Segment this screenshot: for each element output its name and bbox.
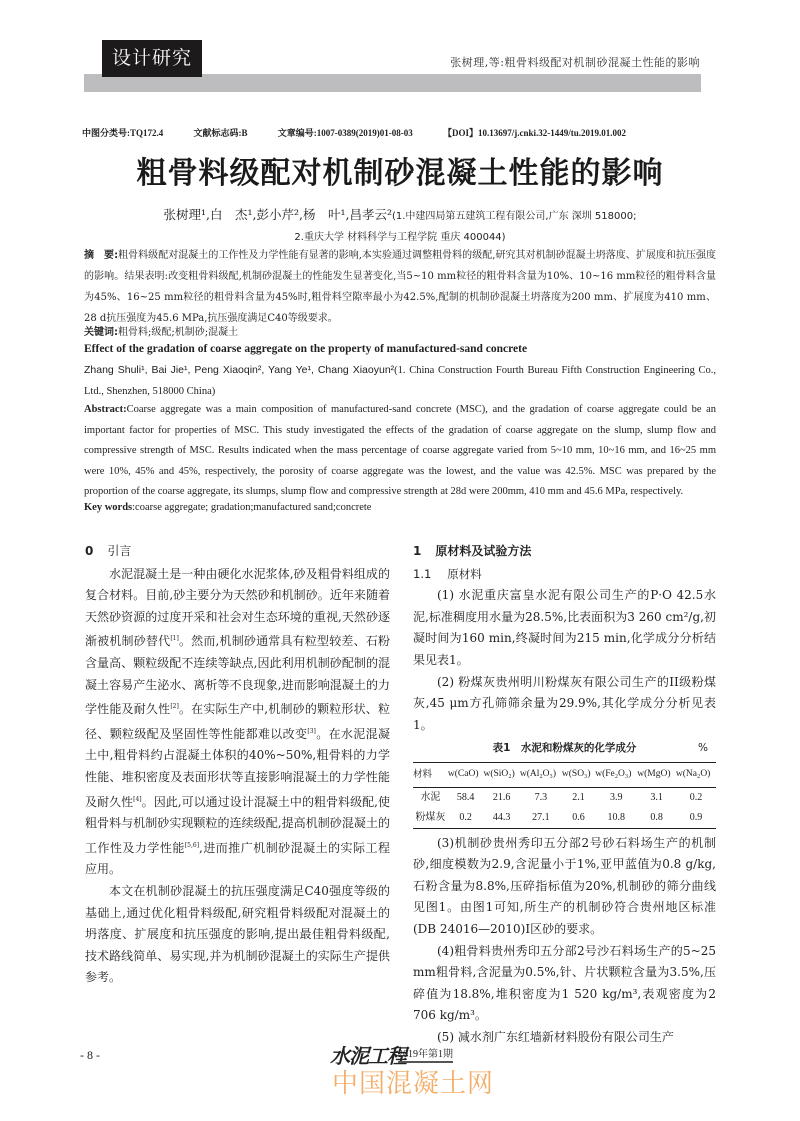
keywords-text: 粗骨料;级配;机制砂;混凝土 <box>118 327 239 338</box>
material-item-1: (1) 水泥重庆富皇水泥有限公司生产的P·O 42.5水泥,标准稠度用水量为28.5%,比表面积为3 260 cm²/g,初凝时间为160 min,终凝时间为215 min,化学成分分析结果见表1。 <box>413 588 716 667</box>
section-title: 原材料及试验方法 <box>435 544 532 558</box>
table-caption <box>413 738 716 760</box>
author-line <box>0 205 800 223</box>
english-authors <box>84 360 716 402</box>
table-cell: 58.4 <box>456 791 475 803</box>
material-item-3: (3)机制砂贵州秀印五分部2号砂石料场生产的机制砂,细度模数为2.9,含泥量小于1%,亚甲蓝值为0.8 g/kg,石粉含量为8.8%,压碎指标值为20%,机制砂的筛分曲线见图1。由图1可知,所生产的机制砂符合贵州地区标准(DB 24016—2010)I区砂的要求。 <box>413 835 716 936</box>
paper-title: 粗骨料级配对机制砂混凝土性能的影响 <box>136 156 664 191</box>
table-cell: 44.3 <box>492 811 511 823</box>
table-cell: 3.1 <box>650 791 663 803</box>
section-number: 0 <box>85 544 94 558</box>
text-run: 水泥混凝土是一种由硬化水泥浆体,砂及粗骨料组成的复合材料。目前,砂主要分为天然砂和机制砂。近年来随着天然砂资源的过度开采和社会对生态环境的重视,天然砂逐渐被机制砂替代 <box>85 566 390 649</box>
left-column <box>85 541 390 989</box>
section-1-heading <box>413 541 716 563</box>
table-cell: 7.3 <box>534 791 548 803</box>
subsection-number: 1.1 <box>413 566 432 581</box>
citation[interactable]: [3] <box>307 727 316 735</box>
citation[interactable]: [2] <box>170 703 179 711</box>
material-item-2: (2) 粉煤灰贵州明川粉煤灰有限公司生产的II级粉煤灰,45 μm方孔筛筛余量为29.9%,其化学成分分析见表1。 <box>413 674 716 732</box>
clc-number: 中图分类号:TQ172.4 <box>82 128 164 138</box>
table-cell: 3.9 <box>609 791 623 803</box>
english-keywords-text: :coarse aggregate; gradation;manufactured sand;concrete <box>132 502 372 513</box>
table-cell: 0.8 <box>650 811 663 823</box>
text-run: ,进而推广机制砂混凝土的实际工程应用。 <box>85 840 390 877</box>
english-abstract <box>84 400 716 503</box>
table-row <box>413 808 716 829</box>
affiliation-1: (1.中建四局第五建筑工程有限公司,广东 深圳 518000; <box>391 211 637 222</box>
right-column <box>413 541 716 1048</box>
table-cell: 2.1 <box>572 791 585 803</box>
column-header: w(CaO) <box>448 762 484 787</box>
english-author-names: Zhang Shuli¹, Bai Jie¹, Peng Xiaoqin², Yang Ye¹, Chang Xiaoyun² <box>84 364 395 376</box>
column-header: w(SiO₂) <box>483 762 519 787</box>
citation[interactable]: [5,6] <box>184 841 200 849</box>
abstract-label: 摘 要: <box>84 250 119 261</box>
text-run: 。在水泥混凝土中,粗骨料约占混凝土体积的40%~50%,粗骨料的力学性能、堆积密度及表面形状等直接影响混凝土的力学性能及耐久性 <box>85 726 390 809</box>
author-names: 张树理¹,白 杰¹,彭小芹²,杨 叶¹,昌孝云² <box>163 207 392 222</box>
watermark: 中国混凝土网 <box>332 1069 495 1099</box>
table-cell: 0.2 <box>689 791 703 803</box>
chinese-keywords <box>84 323 716 343</box>
section-0-heading <box>85 541 390 563</box>
intro-paragraph-2: 本文在机制砂混凝土的抗压强度满足C40强度等级的基础上,通过优化粗骨料级配,研究粗骨料级配对混凝土的坍落度、扩展度和抗压强度的影响,提出最佳粗骨料级配,技术路线简单、易实现,并为机制砂混凝土的实际生产提供参考。 <box>85 883 390 985</box>
chinese-abstract <box>84 245 716 329</box>
column-header: w(Al₂O₃) <box>520 762 562 787</box>
material-item-4: (4)粗骨料贵州秀印五分部2号沙石料场生产的5~25 mm粗骨料,含泥量为0.5%,针、片状颗粒含量为3.5%,压碎值为18.8%,堆积密度为1 520 kg/m³,表观密度为2 706 kg/m³。 <box>413 943 716 1023</box>
table-cell: 0.6 <box>572 811 585 823</box>
abstract-text: 粗骨料级配对混凝土的工作性及力学性能有显著的影响,本实验通过调整粗骨料的级配,研究其对机制砂混凝土坍落度、扩展度和抗压强度的影响。结果表明:改变粗骨料级配,机制砂混凝土的性能发生显著变化,当5~10 mm粒径的粗骨料含量为10%、10~16 mm粒径的粗骨料含量为45%、16~25 mm粒径的粗骨料含量为45%时,粗骨料空隙率最小为42.5%,配制的机制砂混凝土坍落度为200 mm、扩展度为410 mm、28 d抗压强度为45.6 MPa,抗压强度满足C40等级要求。 <box>84 250 716 324</box>
english-title: Effect of the gradation of coarse aggregate on the property of manufactured-sand concrete <box>84 343 528 355</box>
column-header: w(SO₃) <box>562 762 595 787</box>
doi[interactable]: 【DOI】10.13697/j.cnki.32-1449/tu.2019.01.002 <box>443 128 627 138</box>
english-keywords <box>84 502 716 513</box>
journal-logo: 水泥工程 <box>330 1044 406 1068</box>
page-number: - 8 - <box>80 1048 100 1062</box>
column-header: w(Fe₂O₃) <box>595 762 637 787</box>
english-affiliation: (1. China Construction Fourth Bureau Fifth Construction Engineering Co., Ltd., Shenzhen, 518000 China) <box>84 365 717 397</box>
column-header: w(Na₂O) <box>676 762 716 787</box>
table-cell: 10.8 <box>607 811 625 823</box>
material-item-5: (5) 减水剂广东红墙新材料股份有限公司生产 <box>437 1029 674 1044</box>
column-header: w(MgO) <box>637 762 676 787</box>
keywords-label: 关键词: <box>84 327 118 338</box>
section-title: 引言 <box>107 544 132 558</box>
citation[interactable]: [1] <box>170 635 179 643</box>
article-meta <box>82 126 722 139</box>
text-run: 。在实际生产中,机制砂的颗粒形状、粒径、颗粒级配及坚固性等性能都难以改变 <box>85 702 390 741</box>
citation[interactable]: [4] <box>133 795 142 803</box>
table-cell: 27.1 <box>532 811 550 823</box>
affiliation-2: 2.重庆大学 材料科学与工程学院 重庆 400044) <box>294 232 506 243</box>
section-tag: 设计研究 <box>102 40 202 77</box>
table-unit: % <box>698 742 708 755</box>
column-header: 材料 <box>413 762 448 787</box>
table-title: 表1 水泥和粉煤灰的化学成分 <box>492 742 637 755</box>
subsection-1-1-heading <box>413 564 716 586</box>
document-code: 文献标志码:B <box>193 128 248 138</box>
table-cell: 0.2 <box>459 811 472 823</box>
english-abstract-label: Abstract: <box>84 404 127 415</box>
subsection-title: 原材料 <box>447 566 482 581</box>
running-head: 张树理,等:粗骨料级配对机制砂混凝土性能的影响 <box>450 56 700 69</box>
section-number: 1 <box>413 544 422 558</box>
english-abstract-text: Coarse aggregate was a main composition of manufactured-sand concrete (MSC), and the gradation of coarse aggregate could be an important factor for properties of MSC. This study investigated the effects of the gradation of coarse aggregate on the slump, slump flow and compressive strength of MSC. Results indicated when the mass percentage of coarse aggregate varied from 5~10 mm, 10~16 mm, and 16~25 mm were 10%, 45% and 45%, respectively, the porosity of coarse aggregate was the lowest, and the value was 42.5%. MSC was prepared by the proportion of the coarse aggregate, its slumps, slump flow and compressive strength at 28d were 200mm, 410 mm and 45.6 MPa, respectively. <box>84 404 716 497</box>
table-row <box>413 787 716 808</box>
article-number: 文章编号:1007-0389(2019)01-08-03 <box>277 128 413 138</box>
text-run: 。然而,机制砂通常具有粒型较差、石粉含量高、颗粒级配不连续等缺点,因此利用机制砂配制的混凝土容易产生泌水、离析等不良现象,进而影响混凝土的力学性能及耐久性 <box>85 634 390 717</box>
text-run: 。因此,可以通过设计混凝土中的粗骨料级配,使粗骨料与机制砂实现颗粒的连续级配,提高机制砂混凝土的工作性及力学性能 <box>85 794 390 855</box>
issue-label: 2019年第1期 <box>398 1045 453 1063</box>
table-cell: 水泥 <box>420 791 441 803</box>
table-cell: 粉煤灰 <box>415 811 446 823</box>
english-keywords-label: Key words <box>84 502 133 513</box>
table-cell: 21.6 <box>492 791 511 803</box>
intro-paragraph-1 <box>85 564 390 881</box>
chemical-composition-table <box>413 762 716 829</box>
table-cell: 0.9 <box>689 811 703 823</box>
table-header-row <box>413 762 716 787</box>
